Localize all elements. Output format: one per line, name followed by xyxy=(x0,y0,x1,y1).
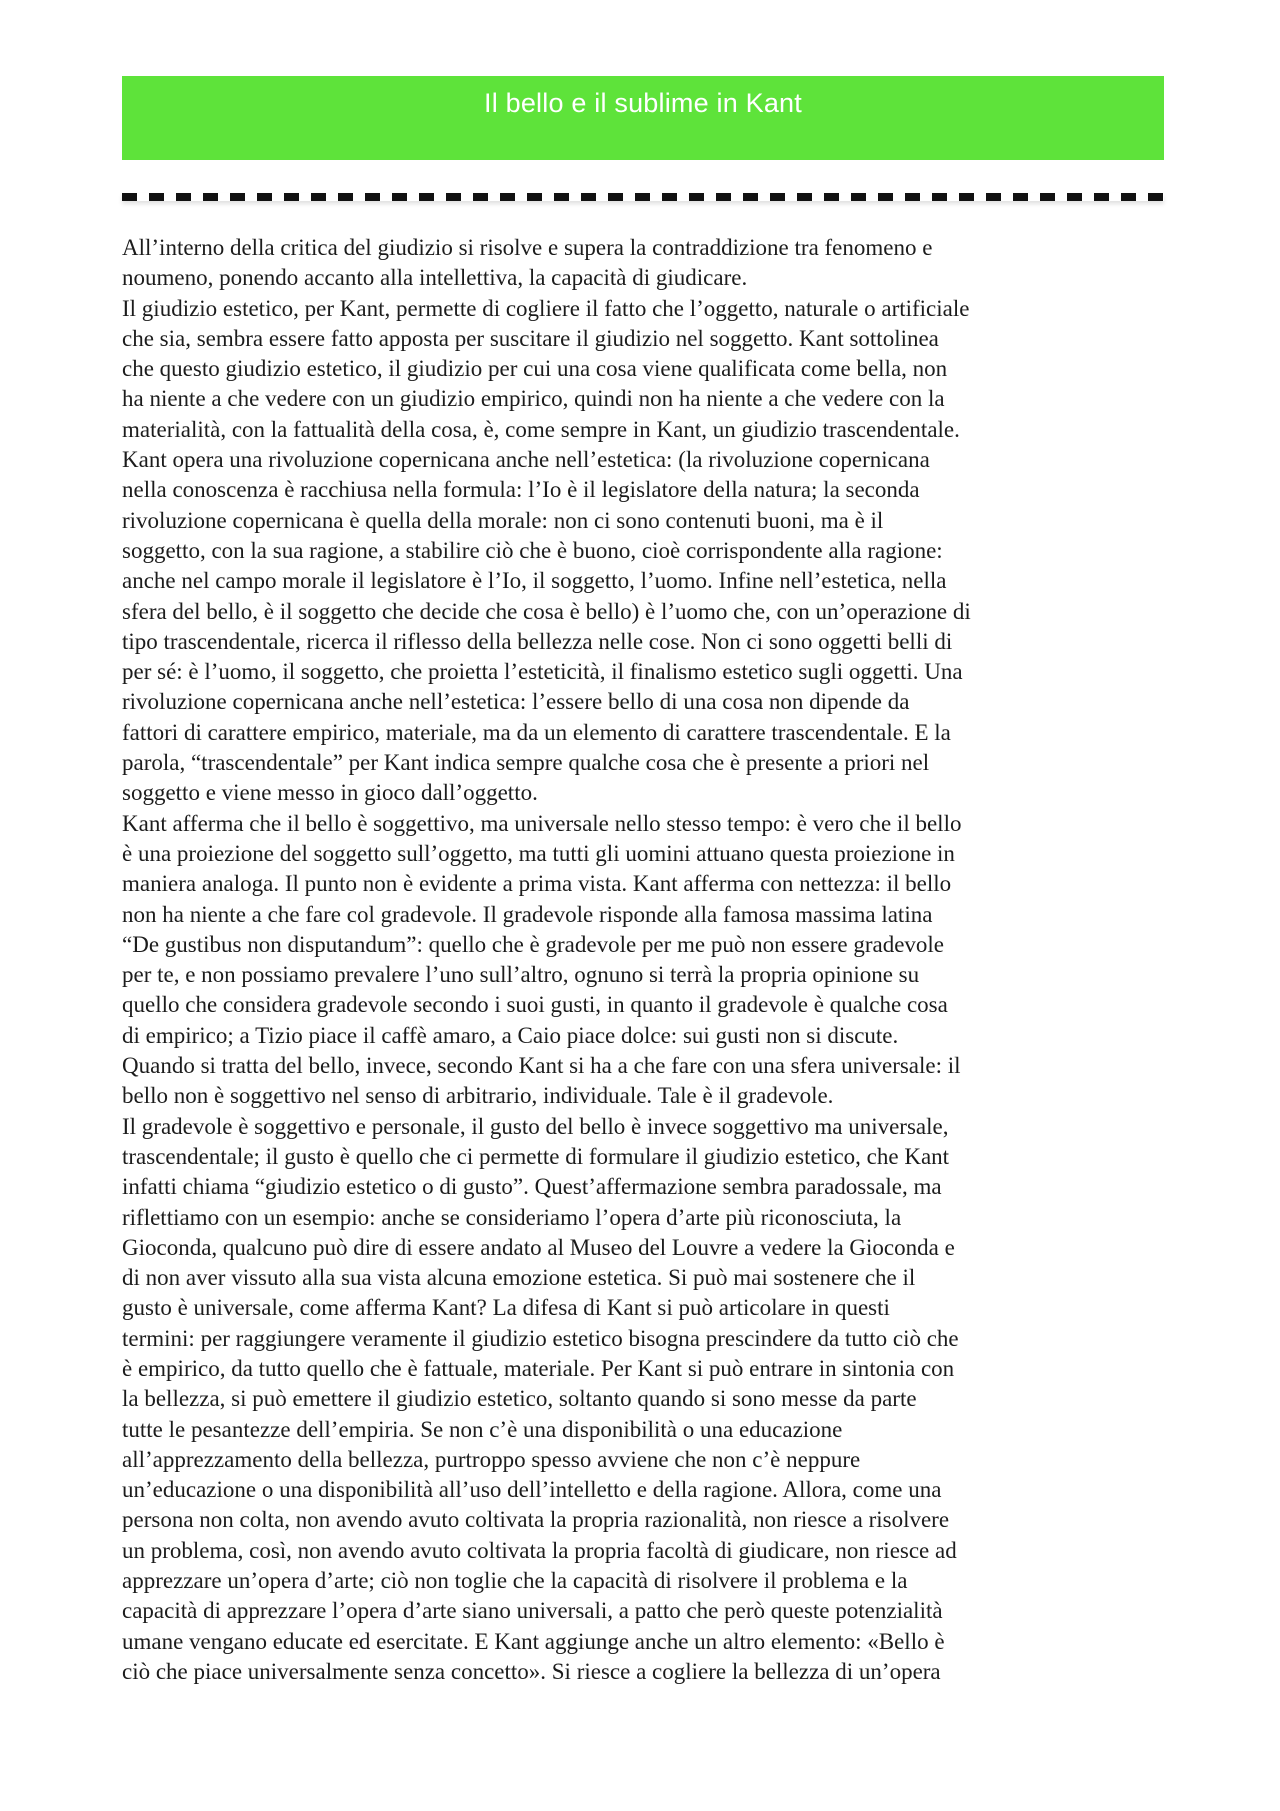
text-line: all’apprezzamento della bellezza, purtroppo spesso avviene che non c’è neppure xyxy=(122,1446,861,1472)
text-line: All’interno della critica del giudizio si risolve e supera la contraddizione tra fenomeno e xyxy=(122,235,933,260)
text-line: bello non è soggettivo nel senso di arbitrario, individuale. Tale è il gradevole. xyxy=(122,1083,834,1109)
text-line: fattori di carattere empirico, materiale, ma da un elemento di carattere trascendentale. E la xyxy=(122,719,951,745)
text-line: umane vengano educate ed esercitate. E Kant aggiunge anche un altro elemento: «Bello è xyxy=(122,1628,945,1654)
text-line: soggetto, con la sua ragione, a stabilire ciò che è buono, cioè corrispondente alla ragione: xyxy=(122,537,943,563)
text-line: Quando si tratta del bello, invece, secondo Kant si ha a che fare con una sfera universale: il xyxy=(122,1053,961,1079)
text-line: trascendentale; il gusto è quello che ci permette di formulare il giudizio estetico, che Kant xyxy=(122,1143,950,1169)
text-line: sfera del bello, è il soggetto che decide che cosa è bello) è l’uomo che, con un’operazione di xyxy=(122,598,971,624)
text-line: noumeno, ponendo accanto alla intellettiva, la capacità di giudicare. xyxy=(122,265,748,291)
text-line: riflettiamo con un esempio: anche se consideriamo l’opera d’arte più riconosciuta, la xyxy=(122,1204,902,1230)
dashed-divider xyxy=(122,193,1164,201)
text-line: apprezzare un’opera d’arte; ciò non toglie che la capacità di risolvere il problema e la xyxy=(122,1568,908,1594)
text-line: soggetto e viene messo in gioco dall’oggetto. xyxy=(122,780,538,806)
page-title: Il bello e il sublime in Kant xyxy=(484,88,802,118)
paragraph xyxy=(122,233,1182,294)
text-line: di non aver vissuto alla sua vista alcuna emozione estetica. Si può mai sostenere che il xyxy=(122,1265,916,1291)
text-line: nella conoscenza è racchiusa nella formula: l’Io è il legislatore della natura; la seconda xyxy=(122,477,920,503)
title-banner xyxy=(122,76,1164,160)
text-line: Gioconda, qualcuno può dire di essere andato al Museo del Louvre a vedere la Gioconda e xyxy=(122,1234,955,1260)
text-line: ciò che piace universalmente senza concetto». Si riesce a cogliere la bellezza di un’opera xyxy=(122,1658,941,1684)
text-line: quello che considera gradevole secondo i suoi gusti, in quanto il gradevole è qualche cosa xyxy=(122,992,948,1018)
text-line: capacità di apprezzare l’opera d’arte siano universali, a patto che però queste potenzialità xyxy=(122,1598,943,1624)
paragraph xyxy=(122,294,1182,809)
text-line: non ha niente a che fare col gradevole. Il gradevole risponde alla famosa massima latina xyxy=(122,901,933,927)
text-line: Il giudizio estetico, per Kant, permette di cogliere il fatto che l’oggetto, naturale o artificiale xyxy=(122,295,970,321)
text-line: parola, “trascendentale” per Kant indica sempre qualche cosa che è presente a priori nel xyxy=(122,750,930,776)
text-line: per sé: è l’uomo, il soggetto, che proietta l’esteticità, il finalismo estetico sugli oggetti. Una xyxy=(122,659,963,685)
text-line: di empirico; a Tizio piace il caffè amaro, a Caio piace dolce: sui gusti non si discute. xyxy=(122,1022,899,1048)
paragraph xyxy=(122,809,1182,1112)
paragraph xyxy=(122,1112,1182,1688)
text-line: che questo giudizio estetico, il giudizio per cui una cosa viene qualificata come bella, non xyxy=(122,356,948,382)
text-line: materialità, con la fattualità della cosa, è, come sempre in Kant, un giudizio trascendentale. xyxy=(122,416,960,442)
text-line: Kant afferma che il bello è soggettivo, ma universale nello stesso tempo: è vero che il bello xyxy=(122,810,962,836)
text-line: che sia, sembra essere fatto apposta per suscitare il giudizio nel soggetto. Kant sottolinea xyxy=(122,325,939,351)
text-line: per te, e non possiamo prevalere l’uno sull’altro, ognuno si terrà la propria opinione su xyxy=(122,962,920,988)
text-line: tutte le pesantezze dell’empiria. Se non c’è una disponibilità o una educazione xyxy=(122,1416,843,1442)
text-line: rivoluzione copernicana è quella della morale: non ci sono contenuti buoni, ma è il xyxy=(122,507,884,533)
text-line: è empirico, da tutto quello che è fattuale, materiale. Per Kant si può entrare in sintonia con xyxy=(122,1355,955,1381)
text-line: è una proiezione del soggetto sull’oggetto, ma tutti gli uomini attuano questa proiezione in xyxy=(122,840,955,866)
text-line: “De gustibus non disputandum”: quello che è gradevole per me può non essere gradevole xyxy=(122,931,945,957)
text-line: rivoluzione copernicana anche nell’estetica: l’essere bello di una cosa non dipende da xyxy=(122,689,910,715)
text-line: maniera analoga. Il punto non è evidente a prima vista. Kant afferma con nettezza: il bello xyxy=(122,871,952,897)
text-line: persona non colta, non avendo avuto coltivata la propria razionalità, non riesce a risolvere xyxy=(122,1507,950,1533)
text-line: ha niente a che vedere con un giudizio empirico, quindi non ha niente a che vedere con la xyxy=(122,386,945,412)
text-line: un problema, così, non avendo avuto coltivata la propria facoltà di giudicare, non riesce ad xyxy=(122,1537,957,1563)
document-body xyxy=(122,233,1182,1687)
text-line: termini: per raggiungere veramente il giudizio estetico bisogna prescindere da tutto ciò che xyxy=(122,1325,959,1351)
text-line: la bellezza, si può emettere il giudizio estetico, soltanto quando si sono messe da parte xyxy=(122,1386,917,1412)
text-line: un’educazione o una disponibilità all’uso dell’intelletto e della ragione. Allora, come una xyxy=(122,1477,942,1503)
text-line: anche nel campo morale il legislatore è l’Io, il soggetto, l’uomo. Infine nell’estetica, nella xyxy=(122,568,947,594)
text-line: infatti chiama “giudizio estetico o di gusto”. Quest’affermazione sembra paradossale, ma xyxy=(122,1174,942,1200)
text-line: Kant opera una rivoluzione copernicana anche nell’estetica: (la rivoluzione copernicana xyxy=(122,447,930,473)
text-line: Il gradevole è soggettivo e personale, il gusto del bello è invece soggettivo ma universale, xyxy=(122,1113,949,1139)
text-line: gusto è universale, come afferma Kant? La difesa di Kant si può articolare in questi xyxy=(122,1295,890,1321)
text-line: tipo trascendentale, ricerca il riflesso della bellezza nelle cose. Non ci sono oggetti belli di xyxy=(122,628,953,654)
